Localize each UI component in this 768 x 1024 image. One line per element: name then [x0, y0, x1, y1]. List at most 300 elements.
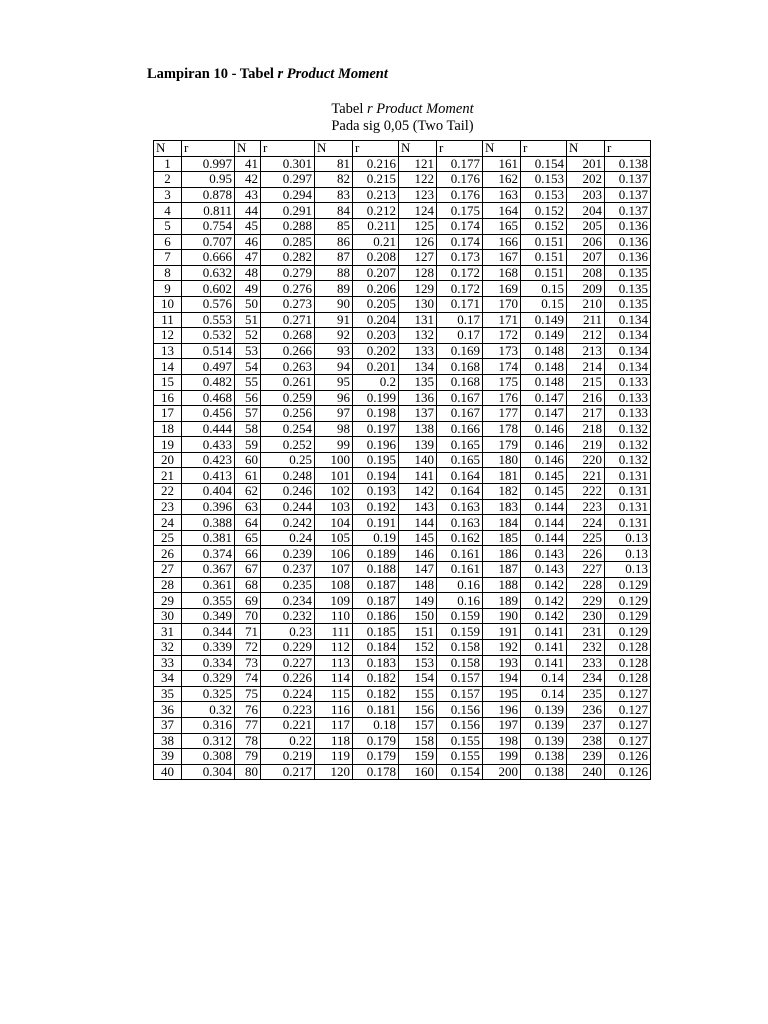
- cell-r: 0.161: [437, 546, 483, 562]
- table-row: [154, 733, 651, 749]
- cell-n: 30: [154, 608, 182, 624]
- cell-r: 0.183: [353, 655, 399, 671]
- cell-r: 0.21: [353, 234, 399, 250]
- cell-n: 184: [483, 515, 521, 531]
- table-row: [154, 374, 651, 390]
- cell-n: 160: [399, 764, 437, 780]
- cell-n: 33: [154, 655, 182, 671]
- cell-r: 0.151: [521, 234, 567, 250]
- cell-r: 0.193: [353, 484, 399, 500]
- cell-r: 0.285: [261, 234, 315, 250]
- cell-n: 16: [154, 390, 182, 406]
- cell-r: 0.256: [261, 406, 315, 422]
- cell-n: 181: [483, 468, 521, 484]
- cell-n: 46: [235, 234, 261, 250]
- table-caption-title: [0, 101, 768, 118]
- cell-r: 0.126: [605, 749, 651, 765]
- cell-r: 0.149: [521, 312, 567, 328]
- cell-r: 0.127: [605, 702, 651, 718]
- cell-n: 132: [399, 328, 437, 344]
- cell-n: 200: [483, 764, 521, 780]
- cell-r: 0.235: [261, 577, 315, 593]
- cell-r: 0.288: [261, 218, 315, 234]
- heading-prefix: Lampiran 10 - Tabel: [147, 66, 278, 82]
- cell-r: 0.143: [521, 562, 567, 578]
- cell-r: 0.142: [521, 593, 567, 609]
- cell-n: 240: [567, 764, 605, 780]
- table-row: [154, 717, 651, 733]
- cell-n: 156: [399, 702, 437, 718]
- cell-n: 20: [154, 452, 182, 468]
- cell-n: 167: [483, 250, 521, 266]
- cell-n: 149: [399, 593, 437, 609]
- cell-n: 64: [235, 515, 261, 531]
- cell-n: 97: [315, 406, 353, 422]
- cell-r: 0.138: [521, 749, 567, 765]
- table-row: [154, 328, 651, 344]
- cell-n: 237: [567, 717, 605, 733]
- cell-n: 233: [567, 655, 605, 671]
- table-row: [154, 655, 651, 671]
- cell-n: 85: [315, 218, 353, 234]
- column-header-n: N: [315, 141, 353, 157]
- cell-r: 0.146: [521, 452, 567, 468]
- cell-n: 26: [154, 546, 182, 562]
- cell-r: 0.132: [605, 421, 651, 437]
- cell-n: 123: [399, 187, 437, 203]
- cell-n: 34: [154, 671, 182, 687]
- cell-n: 54: [235, 359, 261, 375]
- cell-r: 0.2: [353, 374, 399, 390]
- cell-n: 224: [567, 515, 605, 531]
- cell-n: 235: [567, 686, 605, 702]
- cell-r: 0.197: [353, 421, 399, 437]
- cell-n: 190: [483, 608, 521, 624]
- cell-n: 102: [315, 484, 353, 500]
- cell-r: 0.131: [605, 484, 651, 500]
- cell-r: 0.456: [182, 406, 235, 422]
- cell-n: 234: [567, 671, 605, 687]
- cell-n: 139: [399, 437, 437, 453]
- cell-r: 0.132: [605, 452, 651, 468]
- cell-r: 0.153: [521, 172, 567, 188]
- cell-n: 236: [567, 702, 605, 718]
- cell-n: 11: [154, 312, 182, 328]
- cell-n: 191: [483, 624, 521, 640]
- cell-r: 0.196: [353, 437, 399, 453]
- cell-r: 0.355: [182, 593, 235, 609]
- cell-r: 0.134: [605, 343, 651, 359]
- column-header-n: N: [483, 141, 521, 157]
- cell-n: 128: [399, 265, 437, 281]
- cell-n: 88: [315, 265, 353, 281]
- cell-n: 82: [315, 172, 353, 188]
- cell-n: 108: [315, 577, 353, 593]
- cell-n: 38: [154, 733, 182, 749]
- cell-n: 208: [567, 265, 605, 281]
- cell-r: 0.152: [521, 203, 567, 219]
- cell-r: 0.159: [437, 624, 483, 640]
- cell-r: 0.163: [437, 515, 483, 531]
- cell-r: 0.482: [182, 374, 235, 390]
- cell-r: 0.374: [182, 546, 235, 562]
- cell-r: 0.17: [437, 328, 483, 344]
- cell-r: 0.157: [437, 671, 483, 687]
- cell-r: 0.174: [437, 218, 483, 234]
- cell-n: 129: [399, 281, 437, 297]
- cell-r: 0.153: [521, 187, 567, 203]
- cell-n: 106: [315, 546, 353, 562]
- column-header-r: r: [437, 141, 483, 157]
- cell-n: 95: [315, 374, 353, 390]
- cell-r: 0.632: [182, 265, 235, 281]
- cell-n: 49: [235, 281, 261, 297]
- cell-n: 61: [235, 468, 261, 484]
- cell-r: 0.127: [605, 686, 651, 702]
- cell-n: 122: [399, 172, 437, 188]
- cell-r: 0.176: [437, 187, 483, 203]
- cell-r: 0.167: [437, 390, 483, 406]
- cell-r: 0.15: [521, 296, 567, 312]
- cell-n: 40: [154, 764, 182, 780]
- cell-r: 0.126: [605, 764, 651, 780]
- cell-r: 0.136: [605, 218, 651, 234]
- cell-n: 171: [483, 312, 521, 328]
- cell-r: 0.211: [353, 218, 399, 234]
- cell-n: 176: [483, 390, 521, 406]
- cell-r: 0.141: [521, 655, 567, 671]
- cell-r: 0.25: [261, 452, 315, 468]
- cell-n: 196: [483, 702, 521, 718]
- cell-n: 212: [567, 328, 605, 344]
- cell-n: 166: [483, 234, 521, 250]
- cell-r: 0.143: [521, 546, 567, 562]
- cell-r: 0.329: [182, 671, 235, 687]
- cell-r: 0.273: [261, 296, 315, 312]
- cell-n: 120: [315, 764, 353, 780]
- cell-n: 180: [483, 452, 521, 468]
- cell-n: 161: [483, 156, 521, 172]
- cell-r: 0.334: [182, 655, 235, 671]
- cell-r: 0.146: [521, 421, 567, 437]
- cell-n: 155: [399, 686, 437, 702]
- page-heading: [147, 66, 388, 83]
- cell-n: 70: [235, 608, 261, 624]
- cell-r: 0.553: [182, 312, 235, 328]
- cell-n: 37: [154, 717, 182, 733]
- table-row: [154, 562, 651, 578]
- cell-n: 152: [399, 640, 437, 656]
- cell-n: 93: [315, 343, 353, 359]
- table-row: [154, 343, 651, 359]
- cell-r: 0.271: [261, 312, 315, 328]
- column-header-r: r: [261, 141, 315, 157]
- cell-r: 0.17: [437, 312, 483, 328]
- cell-r: 0.344: [182, 624, 235, 640]
- cell-r: 0.226: [261, 671, 315, 687]
- table-row: [154, 281, 651, 297]
- cell-n: 19: [154, 437, 182, 453]
- cell-r: 0.576: [182, 296, 235, 312]
- cell-n: 22: [154, 484, 182, 500]
- cell-n: 29: [154, 593, 182, 609]
- cell-n: 92: [315, 328, 353, 344]
- cell-n: 193: [483, 655, 521, 671]
- cell-r: 0.201: [353, 359, 399, 375]
- cell-n: 158: [399, 733, 437, 749]
- cell-r: 0.163: [437, 499, 483, 515]
- column-header-r: r: [605, 141, 651, 157]
- cell-n: 136: [399, 390, 437, 406]
- cell-r: 0.144: [521, 530, 567, 546]
- cell-r: 0.135: [605, 296, 651, 312]
- cell-r: 0.263: [261, 359, 315, 375]
- cell-n: 56: [235, 390, 261, 406]
- cell-n: 159: [399, 749, 437, 765]
- table-row: [154, 764, 651, 780]
- table-row: [154, 437, 651, 453]
- column-header-n: N: [235, 141, 261, 157]
- cell-r: 0.192: [353, 499, 399, 515]
- cell-n: 188: [483, 577, 521, 593]
- cell-n: 42: [235, 172, 261, 188]
- cell-r: 0.182: [353, 671, 399, 687]
- cell-r: 0.381: [182, 530, 235, 546]
- cell-r: 0.136: [605, 250, 651, 266]
- cell-r: 0.145: [521, 484, 567, 500]
- cell-r: 0.168: [437, 359, 483, 375]
- cell-n: 101: [315, 468, 353, 484]
- cell-r: 0.361: [182, 577, 235, 593]
- cell-r: 0.215: [353, 172, 399, 188]
- table-row: [154, 468, 651, 484]
- cell-r: 0.514: [182, 343, 235, 359]
- cell-n: 140: [399, 452, 437, 468]
- cell-n: 205: [567, 218, 605, 234]
- cell-r: 0.177: [437, 156, 483, 172]
- cell-n: 75: [235, 686, 261, 702]
- table-row: [154, 172, 651, 188]
- cell-r: 0.316: [182, 717, 235, 733]
- cell-r: 0.423: [182, 452, 235, 468]
- cell-r: 0.312: [182, 733, 235, 749]
- cell-r: 0.242: [261, 515, 315, 531]
- table-row: [154, 234, 651, 250]
- table-row: [154, 484, 651, 500]
- cell-n: 27: [154, 562, 182, 578]
- cell-r: 0.224: [261, 686, 315, 702]
- cell-r: 0.135: [605, 265, 651, 281]
- cell-n: 9: [154, 281, 182, 297]
- column-header-n: N: [399, 141, 437, 157]
- cell-r: 0.95: [182, 172, 235, 188]
- cell-n: 8: [154, 265, 182, 281]
- cell-r: 0.367: [182, 562, 235, 578]
- cell-n: 10: [154, 296, 182, 312]
- cell-r: 0.128: [605, 640, 651, 656]
- cell-r: 0.158: [437, 640, 483, 656]
- cell-n: 134: [399, 359, 437, 375]
- cell-n: 28: [154, 577, 182, 593]
- cell-r: 0.145: [521, 468, 567, 484]
- cell-n: 175: [483, 374, 521, 390]
- cell-r: 0.206: [353, 281, 399, 297]
- cell-n: 204: [567, 203, 605, 219]
- cell-n: 12: [154, 328, 182, 344]
- table-row: [154, 452, 651, 468]
- table-row: [154, 546, 651, 562]
- cell-n: 178: [483, 421, 521, 437]
- cell-r: 0.304: [182, 764, 235, 780]
- cell-n: 24: [154, 515, 182, 531]
- cell-r: 0.19: [353, 530, 399, 546]
- cell-r: 0.138: [605, 156, 651, 172]
- cell-r: 0.172: [437, 281, 483, 297]
- cell-r: 0.128: [605, 671, 651, 687]
- table-row: [154, 218, 651, 234]
- cell-r: 0.187: [353, 593, 399, 609]
- cell-r: 0.151: [521, 250, 567, 266]
- cell-r: 0.259: [261, 390, 315, 406]
- cell-r: 0.666: [182, 250, 235, 266]
- cell-r: 0.195: [353, 452, 399, 468]
- cell-r: 0.169: [437, 343, 483, 359]
- cell-r: 0.878: [182, 187, 235, 203]
- cell-r: 0.291: [261, 203, 315, 219]
- cell-r: 0.181: [353, 702, 399, 718]
- cell-r: 0.133: [605, 390, 651, 406]
- cell-r: 0.191: [353, 515, 399, 531]
- cell-n: 58: [235, 421, 261, 437]
- cell-n: 107: [315, 562, 353, 578]
- cell-n: 145: [399, 530, 437, 546]
- cell-r: 0.189: [353, 546, 399, 562]
- cell-r: 0.131: [605, 499, 651, 515]
- cell-n: 87: [315, 250, 353, 266]
- cell-r: 0.301: [261, 156, 315, 172]
- cell-r: 0.134: [605, 328, 651, 344]
- cell-r: 0.168: [437, 374, 483, 390]
- cell-n: 138: [399, 421, 437, 437]
- table-row: [154, 671, 651, 687]
- cell-r: 0.396: [182, 499, 235, 515]
- cell-n: 153: [399, 655, 437, 671]
- cell-r: 0.144: [521, 499, 567, 515]
- cell-n: 203: [567, 187, 605, 203]
- table-header-row: [154, 141, 651, 157]
- cell-n: 39: [154, 749, 182, 765]
- cell-r: 0.276: [261, 281, 315, 297]
- cell-r: 0.294: [261, 187, 315, 203]
- cell-r: 0.14: [521, 686, 567, 702]
- cell-n: 89: [315, 281, 353, 297]
- cell-n: 202: [567, 172, 605, 188]
- cell-n: 121: [399, 156, 437, 172]
- cell-n: 239: [567, 749, 605, 765]
- cell-r: 0.232: [261, 608, 315, 624]
- cell-r: 0.129: [605, 593, 651, 609]
- cell-n: 68: [235, 577, 261, 593]
- table-row: [154, 359, 651, 375]
- cell-n: 1: [154, 156, 182, 172]
- cell-r: 0.199: [353, 390, 399, 406]
- cell-n: 214: [567, 359, 605, 375]
- cell-n: 131: [399, 312, 437, 328]
- cell-n: 98: [315, 421, 353, 437]
- cell-r: 0.266: [261, 343, 315, 359]
- cell-n: 21: [154, 468, 182, 484]
- column-header-n: N: [154, 141, 182, 157]
- cell-n: 125: [399, 218, 437, 234]
- cell-r: 0.188: [353, 562, 399, 578]
- cell-r: 0.207: [353, 265, 399, 281]
- cell-r: 0.308: [182, 749, 235, 765]
- cell-r: 0.178: [353, 764, 399, 780]
- cell-n: 209: [567, 281, 605, 297]
- cell-n: 25: [154, 530, 182, 546]
- cell-r: 0.204: [353, 312, 399, 328]
- cell-n: 111: [315, 624, 353, 640]
- cell-n: 192: [483, 640, 521, 656]
- cell-n: 7: [154, 250, 182, 266]
- cell-r: 0.237: [261, 562, 315, 578]
- cell-r: 0.811: [182, 203, 235, 219]
- cell-n: 238: [567, 733, 605, 749]
- cell-r: 0.213: [353, 187, 399, 203]
- cell-r: 0.254: [261, 421, 315, 437]
- cell-r: 0.404: [182, 484, 235, 500]
- table-row: [154, 187, 651, 203]
- cell-n: 189: [483, 593, 521, 609]
- cell-n: 91: [315, 312, 353, 328]
- cell-n: 41: [235, 156, 261, 172]
- cell-r: 0.239: [261, 546, 315, 562]
- cell-n: 5: [154, 218, 182, 234]
- cell-r: 0.142: [521, 577, 567, 593]
- table-row: [154, 530, 651, 546]
- cell-n: 45: [235, 218, 261, 234]
- column-header-r: r: [182, 141, 235, 157]
- cell-n: 4: [154, 203, 182, 219]
- cell-n: 173: [483, 343, 521, 359]
- cell-n: 115: [315, 686, 353, 702]
- cell-r: 0.444: [182, 421, 235, 437]
- cell-n: 117: [315, 717, 353, 733]
- cell-n: 231: [567, 624, 605, 640]
- cell-r: 0.159: [437, 608, 483, 624]
- cell-r: 0.148: [521, 374, 567, 390]
- cell-r: 0.248: [261, 468, 315, 484]
- cell-r: 0.129: [605, 624, 651, 640]
- cell-n: 99: [315, 437, 353, 453]
- cell-r: 0.13: [605, 530, 651, 546]
- cell-r: 0.157: [437, 686, 483, 702]
- cell-r: 0.147: [521, 406, 567, 422]
- cell-r: 0.146: [521, 437, 567, 453]
- cell-n: 197: [483, 717, 521, 733]
- cell-r: 0.134: [605, 312, 651, 328]
- cell-n: 81: [315, 156, 353, 172]
- cell-n: 216: [567, 390, 605, 406]
- cell-r: 0.194: [353, 468, 399, 484]
- cell-r: 0.133: [605, 374, 651, 390]
- cell-n: 230: [567, 608, 605, 624]
- cell-n: 84: [315, 203, 353, 219]
- cell-r: 0.139: [521, 702, 567, 718]
- cell-n: 186: [483, 546, 521, 562]
- cell-r: 0.131: [605, 468, 651, 484]
- table-row: [154, 515, 651, 531]
